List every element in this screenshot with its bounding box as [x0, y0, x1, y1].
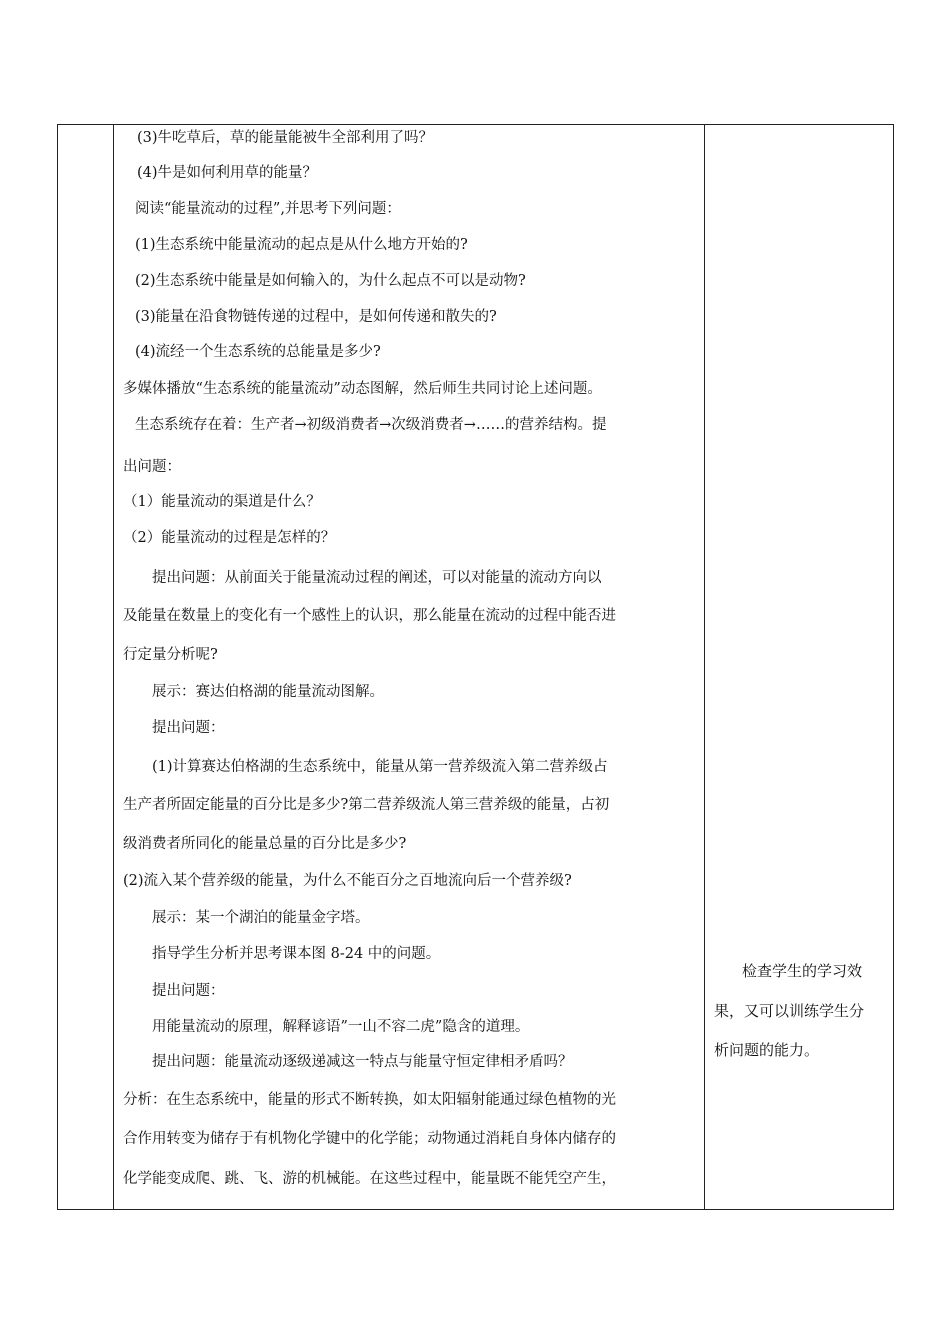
left-column: [58, 125, 114, 1209]
text-line: 阅读“能量流动的过程”,并思考下列问题：: [135, 201, 401, 217]
text-line: (1)计算赛达伯格湖的生态系统中，能量从第一营养级流入第二营养级占: [152, 759, 608, 775]
text-line: 及能量在数量上的变化有一个感性上的认识，那么能量在流动的过程中能否进: [123, 608, 616, 624]
text-line: 提出问题：: [152, 720, 225, 736]
text-line: 多媒体播放“生态系统的能量流动”动态图解，然后师生共同讨论上述问题。: [123, 381, 602, 397]
text-line: (2)生态系统中能量是如何输入的，为什么起点不可以是动物?: [135, 273, 526, 289]
lesson-table: [57, 124, 894, 1210]
text-line: 生产者所固定能量的百分比是多少?第二营养级流人第三营养级的能量，占初: [123, 797, 610, 813]
text-line: 展示：某一个湖泊的能量金字塔。: [152, 910, 370, 926]
text-line: 生态系统存在着：生产者→初级消费者→次级消费者→……的营养结构。提: [135, 417, 607, 433]
note-line: 果，又可以训练学生分: [714, 1002, 865, 1020]
text-line: （2）能量流动的过程是怎样的？: [123, 530, 336, 546]
main-content-column: [114, 125, 705, 1209]
text-line: 出问题：: [123, 459, 181, 475]
note-line: 检查学生的学习效: [742, 962, 863, 980]
text-line: 指导学生分析并思考课本图 8-24 中的问题。: [152, 946, 441, 962]
text-line: （1）能量流动的渠道是什么？: [123, 494, 321, 510]
text-line: 用能量流动的原理，解释谚语”一山不容二虎”隐含的道理。: [152, 1019, 530, 1035]
text-line: (3)牛吃草后，草的能量能被牛全部利用了吗？: [137, 130, 434, 146]
notes-column: [705, 125, 893, 1209]
text-line: 分析：在生态系统中，能量的形式不断转换，如太阳辐射能通过绿色植物的光: [123, 1092, 616, 1108]
text-line: 提出问题：: [152, 983, 225, 999]
text-line: (3)能量在沿食物链传递的过程中，是如何传递和散失的?: [135, 309, 497, 325]
text-line: (1)生态系统中能量流动的起点是从什么地方开始的?: [135, 237, 468, 253]
text-line: (2)流入某个营养级的能量，为什么不能百分之百地流向后一个营养级?: [123, 873, 572, 889]
text-line: (4)牛是如何利用草的能量？: [137, 165, 318, 181]
text-line: 化学能变成爬、跳、飞、游的机械能。在这些过程中，能量既不能凭空产生，: [123, 1171, 616, 1187]
text-line: 提出问题：从前面关于能量流动过程的阐述，可以对能量的流动方向以: [152, 570, 602, 586]
text-line: 级消费者所同化的能量总量的百分比是多少?: [123, 836, 407, 852]
note-line: 析问题的能力。: [714, 1041, 820, 1059]
text-line: (4)流经一个生态系统的总能量是多少?: [135, 344, 381, 360]
text-line: 行定量分析呢?: [123, 647, 218, 663]
text-line: 展示：赛达伯格湖的能量流动图解。: [152, 684, 384, 700]
text-line: 合作用转变为储存于有机物化学键中的化学能；动物通过消耗自身体内储存的: [123, 1131, 616, 1147]
text-line: 提出问题：能量流动逐级递减这一特点与能量守恒定律相矛盾吗？: [152, 1054, 573, 1070]
